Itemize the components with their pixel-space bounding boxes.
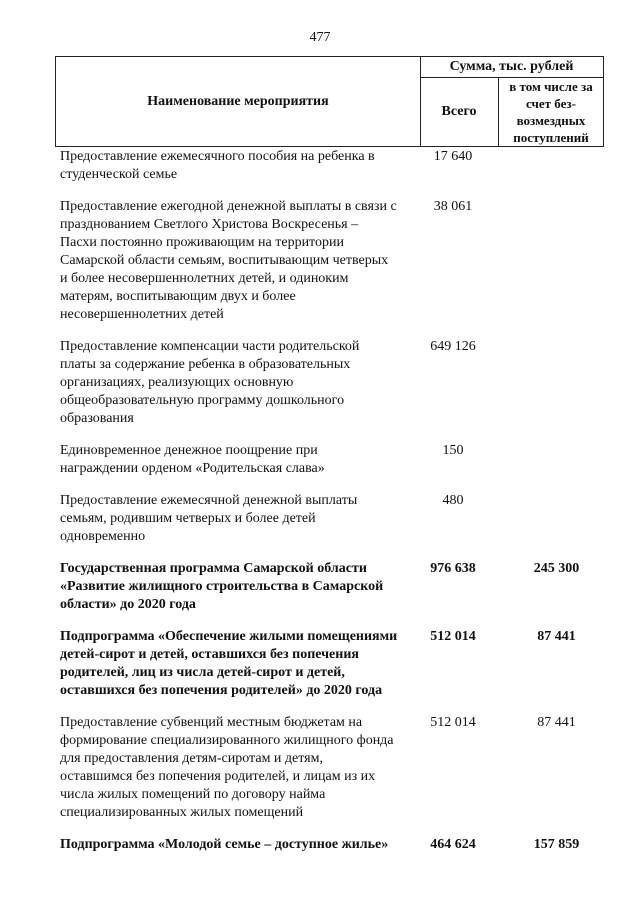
table-body (60, 148, 605, 868)
row-free: 245 300 (533, 561, 580, 576)
row-free: 157 859 (533, 837, 580, 852)
row-free (508, 442, 605, 478)
header-total-column: Всего (420, 78, 499, 146)
table-header (55, 56, 604, 147)
header-name-column: Наименование мероприятия (56, 57, 421, 146)
row-total: 150 (442, 443, 464, 458)
row-name: Предоставление ежегодной денежной выплаты в связи с празднованием Светлого Христова Воскресенья – Пасхи постоянно проживающим на территории Самарской области семьям, воспитывающим четверых и более несовершеннолетних детей, и одиноким матерям, воспитывающим двух и более несовершеннолетних детей (60, 199, 397, 322)
row-free (508, 148, 605, 184)
row-name: Единовременное денежное поощрение при награждении орденом «Родительская слава» (60, 443, 325, 476)
row-total: 976 638 (430, 561, 476, 576)
row-total: 649 126 (430, 339, 476, 354)
table-row-subprogram (60, 836, 605, 854)
row-name: Предоставление компенсации части родительской платы за содержание ребенка в образовательных организациях, реализующих основную общеобразовательную программу дошкольного образования (60, 339, 360, 426)
row-total: 512 014 (430, 629, 476, 644)
row-name: Предоставление субвенций местным бюджетам на формирование специализированного жилищного фонда для предоставления детям-сиротам и детям, оставшимся без попечения родителей, и лицам из их числа жилых помещений по договору найма специализированных жилых помещений (60, 715, 394, 820)
table-row (60, 148, 605, 184)
row-free: 87 441 (537, 715, 576, 730)
row-total: 464 624 (430, 837, 476, 852)
table-row (60, 714, 605, 822)
header-sum-title: Сумма, тыс. рублей (420, 57, 603, 78)
table-row (60, 442, 605, 478)
row-total: 480 (442, 493, 464, 508)
row-name: Государственная программа Самарской области «Развитие жилищного строительства в Самарской области» до 2020 года (60, 561, 384, 612)
table-row (60, 338, 605, 428)
table-row-subprogram (60, 628, 605, 700)
table-row (60, 492, 605, 546)
row-name: Подпрограмма «Обеспечение жилыми помещениями детей-сирот и детей, оставшихся без попечения родителей, лиц из числа детей-сирот и детей, оставшихся без попечения родителей» до 2020 года (60, 629, 398, 698)
row-free (508, 492, 605, 546)
row-total: 512 014 (430, 715, 476, 730)
table-row-program (60, 560, 605, 614)
row-free (508, 338, 605, 428)
row-free: 87 441 (537, 629, 576, 644)
row-name: Подпрограмма «Молодой семье – доступное жилье» (60, 837, 389, 852)
row-total: 38 061 (433, 199, 473, 214)
table-row (60, 198, 605, 324)
row-free (508, 198, 605, 324)
row-name: Предоставление ежемесячного пособия на ребенка в студенческой семье (60, 149, 375, 182)
row-total: 17 640 (433, 149, 473, 164)
page-number: 477 (309, 30, 331, 45)
row-name: Предоставление ежемесячной денежной выплаты семьям, родившим четверых и более детей одновременно (60, 493, 358, 544)
header-free-column: в том числе за счет без-возмездных поступлений (509, 79, 593, 145)
